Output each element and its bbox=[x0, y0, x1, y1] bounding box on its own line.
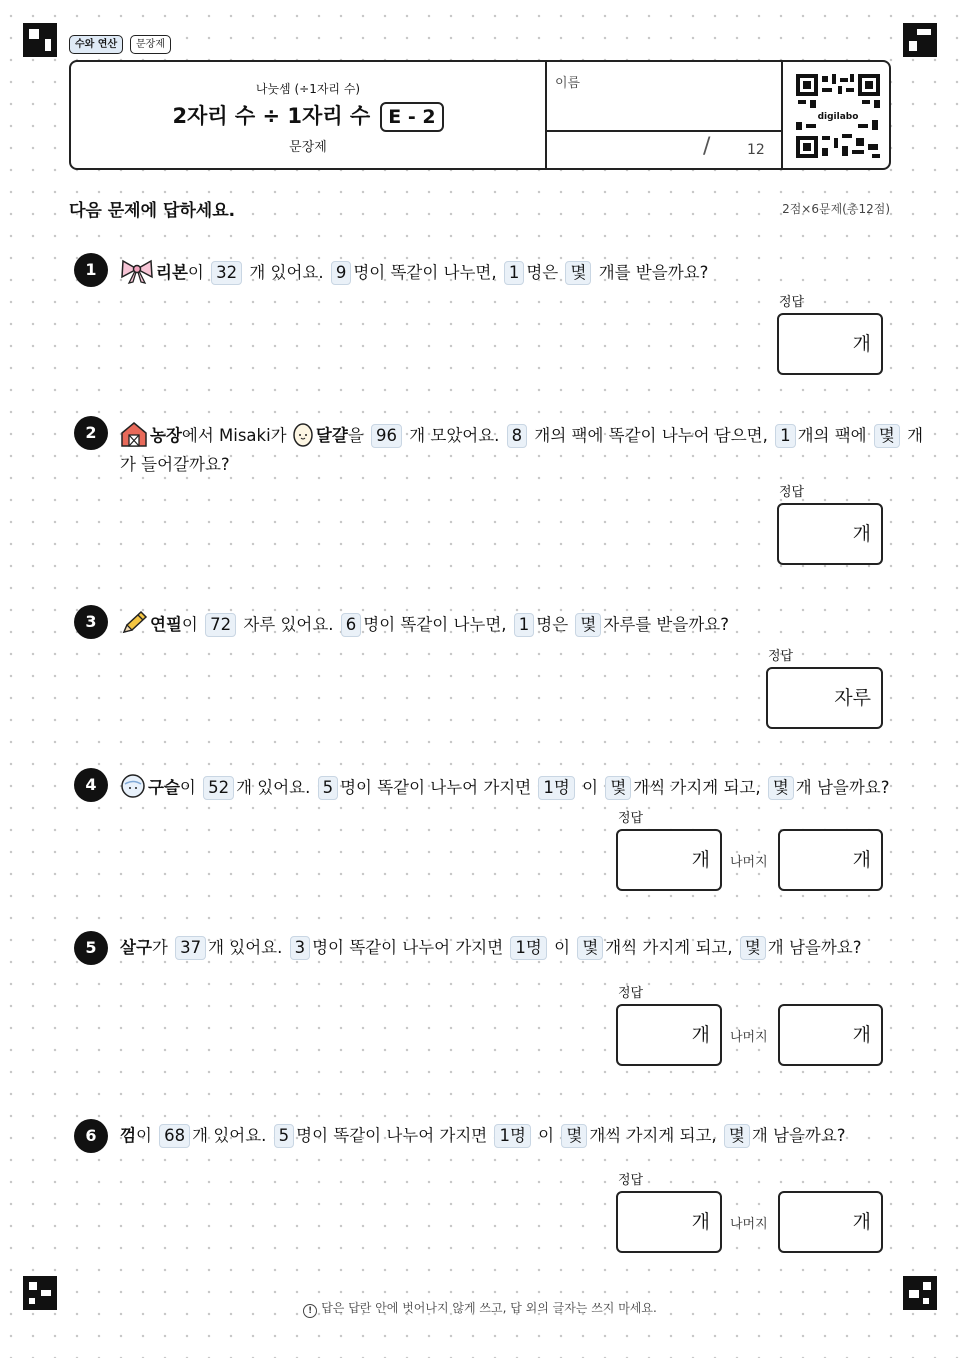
number-highlight: 96 bbox=[371, 424, 402, 448]
text: 이 bbox=[135, 1126, 152, 1145]
footer-text: 답은 답란 안에 벗어나지 않게 쓰고, 답 외의 글자는 쓰지 마세요. bbox=[321, 1301, 657, 1315]
text: 이 bbox=[554, 938, 571, 957]
text: 을 bbox=[347, 426, 364, 445]
quotient-answer-box[interactable] bbox=[616, 829, 722, 891]
question-word-highlight: 몇 bbox=[768, 776, 794, 800]
number-highlight: 1 bbox=[514, 613, 535, 637]
remainder-answer-box[interactable] bbox=[778, 829, 883, 891]
answer-label: 정답 bbox=[779, 485, 805, 500]
quotient-answer-box[interactable] bbox=[616, 1004, 722, 1066]
text: 개 남을까요? bbox=[767, 938, 862, 957]
question-text bbox=[120, 421, 923, 448]
question-word-highlight: 몇 bbox=[577, 936, 603, 960]
answer-unit: 개 bbox=[852, 333, 871, 355]
question-subject: 농장 bbox=[150, 426, 182, 445]
answer-unit: 개 bbox=[691, 1024, 710, 1046]
number-highlight: 1명 bbox=[538, 776, 574, 800]
text: 개 있어요. bbox=[236, 778, 311, 797]
question-number: 2 bbox=[74, 416, 108, 450]
score-total: 12 bbox=[747, 142, 765, 158]
remainder-label: 나머지 bbox=[730, 1217, 768, 1232]
text: 개 있어요. bbox=[208, 938, 283, 957]
category-tag: 수와 연산 bbox=[69, 35, 123, 54]
answer-box[interactable] bbox=[766, 667, 883, 729]
worksheet-title: 2자리 수 ÷ 1자리 수 bbox=[172, 104, 371, 128]
question-word-highlight: 몇 bbox=[874, 424, 900, 448]
text: 명이 똑같이 나누어 가지면 bbox=[340, 778, 532, 797]
answer-label: 정답 bbox=[618, 811, 644, 826]
text: 개씩 가지게 되고, bbox=[605, 938, 733, 957]
instructions: 다음 문제에 답하세요. bbox=[69, 201, 236, 221]
worksheet-header bbox=[69, 60, 891, 170]
question-text bbox=[120, 1124, 846, 1148]
answer-unit: 개 bbox=[852, 1024, 871, 1046]
answer-label: 정답 bbox=[618, 1173, 644, 1188]
answer-unit: 개 bbox=[852, 849, 871, 871]
ribbon-icon bbox=[120, 258, 154, 284]
text: 개 남을까요? bbox=[795, 778, 890, 797]
type-tag: 문장제 bbox=[130, 35, 171, 54]
question-subject: 리본 bbox=[156, 263, 188, 282]
question-word-highlight: 몇 bbox=[561, 1124, 587, 1148]
qr-code bbox=[796, 74, 880, 158]
text: 개 있어요. bbox=[192, 1126, 267, 1145]
text: 개 모았어요. bbox=[409, 426, 500, 445]
text: 에서 Misaki가 bbox=[181, 426, 287, 445]
text: 명이 똑같이 나누어 가지면 bbox=[312, 938, 504, 957]
question-subject: 구슬 bbox=[148, 778, 180, 797]
question-number: 4 bbox=[74, 768, 108, 802]
question-word-highlight: 몇 bbox=[605, 776, 631, 800]
text: 명은 bbox=[526, 263, 559, 282]
number-highlight: 3 bbox=[290, 936, 311, 960]
answer-unit: 개 bbox=[691, 849, 710, 871]
question-number: 3 bbox=[74, 605, 108, 639]
score-field[interactable] bbox=[547, 132, 697, 166]
text: 명이 똑같이 나누면, bbox=[363, 615, 507, 634]
question-word-highlight: 몇 bbox=[724, 1124, 750, 1148]
text: 자루 있어요. bbox=[243, 615, 334, 634]
number-highlight: 1 bbox=[504, 261, 525, 285]
corner-marker-top-right bbox=[903, 23, 937, 57]
question-number: 1 bbox=[74, 253, 108, 287]
question-number: 6 bbox=[74, 1119, 108, 1153]
question-text bbox=[120, 610, 729, 637]
pencil-icon bbox=[120, 610, 148, 636]
question-number: 5 bbox=[74, 931, 108, 965]
number-highlight: 52 bbox=[203, 776, 234, 800]
text: 명이 똑같이 나누어 가지면 bbox=[296, 1126, 488, 1145]
text: 명이 똑같이 나누면, bbox=[353, 263, 497, 282]
answer-unit: 개 bbox=[852, 523, 871, 545]
text: 개를 받을까요? bbox=[598, 263, 709, 282]
question-subject: 살구 bbox=[120, 938, 152, 957]
number-highlight: 1명 bbox=[494, 1124, 530, 1148]
question-word-highlight: 몇 bbox=[565, 261, 591, 285]
question-word-highlight: 몇 bbox=[740, 936, 766, 960]
footer-note bbox=[0, 1299, 960, 1318]
question-subject: 연필 bbox=[150, 615, 182, 634]
qr-label: digilabo bbox=[817, 112, 859, 122]
corner-marker-top-left bbox=[23, 23, 57, 57]
text: 이 bbox=[187, 263, 204, 282]
score-slash: / bbox=[703, 134, 711, 159]
answer-label: 정답 bbox=[768, 649, 794, 664]
number-highlight: 1 bbox=[775, 424, 796, 448]
egg-icon bbox=[292, 421, 314, 447]
text: 개씩 가지게 되고, bbox=[589, 1126, 717, 1145]
name-field[interactable] bbox=[547, 62, 779, 128]
answer-box[interactable] bbox=[777, 503, 883, 565]
question-text bbox=[120, 773, 889, 800]
header-title-area bbox=[71, 62, 545, 168]
question-text bbox=[120, 936, 861, 960]
header-subtitle: 나눗셈 (÷1자리 수) bbox=[255, 82, 361, 96]
number-highlight: 5 bbox=[318, 776, 339, 800]
answer-box[interactable] bbox=[777, 313, 883, 375]
text: 개 남을까요? bbox=[751, 1126, 846, 1145]
number-highlight: 72 bbox=[205, 613, 236, 637]
text: 개 bbox=[907, 426, 924, 445]
answer-unit: 개 bbox=[852, 1211, 871, 1233]
number-highlight: 8 bbox=[507, 424, 528, 448]
remainder-label: 나머지 bbox=[730, 1030, 768, 1045]
number-highlight: 5 bbox=[274, 1124, 295, 1148]
name-label: 이름 bbox=[555, 76, 581, 91]
points-info: 2점×6문제(총12점) bbox=[782, 202, 890, 216]
text: 명은 bbox=[536, 615, 569, 634]
info-icon: ! bbox=[303, 1304, 317, 1318]
remainder-label: 나머지 bbox=[730, 855, 768, 870]
number-highlight: 9 bbox=[331, 261, 352, 285]
answer-unit: 자루 bbox=[834, 687, 871, 709]
text: 이 bbox=[181, 615, 198, 634]
number-highlight: 32 bbox=[211, 261, 242, 285]
text: 이 bbox=[582, 778, 599, 797]
remainder-answer-box[interactable] bbox=[778, 1004, 883, 1066]
text: 개 있어요. bbox=[249, 263, 324, 282]
question-text bbox=[120, 258, 708, 285]
header-type: 문장제 bbox=[289, 140, 327, 155]
answer-label: 정답 bbox=[779, 295, 805, 310]
text: 이 bbox=[179, 778, 196, 797]
text: 이 bbox=[538, 1126, 555, 1145]
number-highlight: 68 bbox=[159, 1124, 190, 1148]
question-text-line2: 가 들어갈까요? bbox=[120, 455, 230, 474]
answer-label: 정답 bbox=[618, 986, 644, 1001]
quotient-answer-box[interactable] bbox=[616, 1191, 722, 1253]
barn-icon bbox=[120, 421, 148, 447]
text: 가 bbox=[151, 938, 168, 957]
number-highlight: 6 bbox=[341, 613, 362, 637]
text: 개씩 가지게 되고, bbox=[633, 778, 761, 797]
marble-icon bbox=[120, 773, 146, 799]
question-subject: 달걀 bbox=[315, 426, 348, 445]
text: 개의 팩에 bbox=[797, 426, 867, 445]
remainder-answer-box[interactable] bbox=[778, 1191, 883, 1253]
answer-unit: 개 bbox=[691, 1211, 710, 1233]
number-highlight: 37 bbox=[175, 936, 206, 960]
number-highlight: 1명 bbox=[510, 936, 546, 960]
text: 개의 팩에 똑같이 나누어 담으면, bbox=[534, 426, 768, 445]
question-subject: 껌 bbox=[120, 1126, 136, 1145]
question-word-highlight: 몇 bbox=[575, 613, 601, 637]
worksheet-code: E - 2 bbox=[380, 102, 443, 132]
text: 자루를 받을까요? bbox=[603, 615, 729, 634]
header-title bbox=[71, 100, 545, 132]
header-divider bbox=[781, 62, 783, 168]
